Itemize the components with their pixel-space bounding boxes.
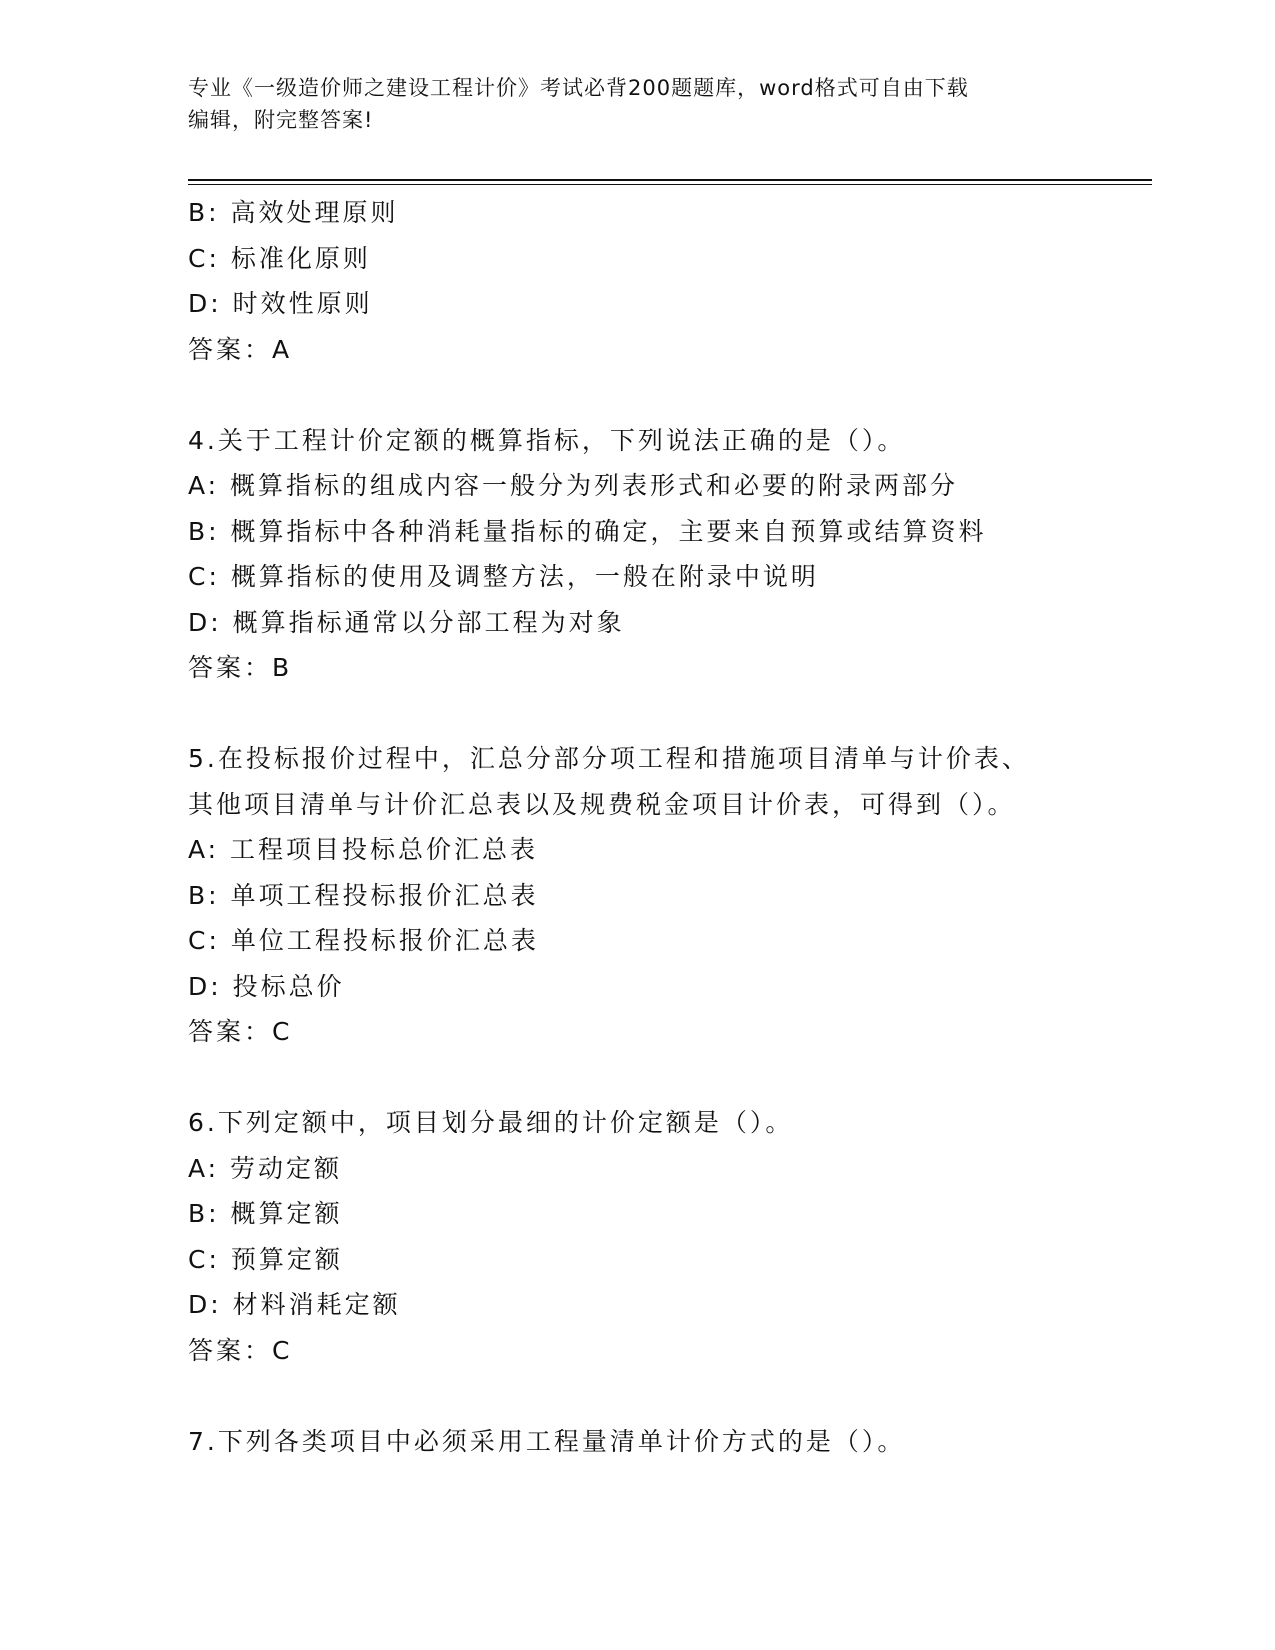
question-7 <box>188 1419 1152 1465</box>
answer: 答案：C <box>188 1335 293 1365</box>
option-d: D: 时效性原则 <box>188 289 373 318</box>
question-stem-line-1: 5.在投标报价过程中，汇总分部分项工程和措施项目清单与计价表、 <box>188 744 1030 773</box>
document-header <box>188 72 1068 136</box>
option-b: B: 概算指标中各种消耗量指标的确定，主要来自预算或结算资料 <box>188 516 987 546</box>
header-title-line-2: 编辑，附完整答案! <box>188 108 374 132</box>
answer: 答案：A <box>188 334 293 364</box>
option-d: D: 投标总价 <box>188 971 345 1001</box>
question-stem: 4.关于工程计价定额的概算指标，下列说法正确的是（）。 <box>188 425 906 455</box>
question-3 <box>188 190 1152 372</box>
option-b: B: 概算定额 <box>188 1199 343 1228</box>
option-d: D: 材料消耗定额 <box>188 1290 401 1319</box>
header-rule-thin <box>188 184 1152 185</box>
option-a: A: 概算指标的组成内容一般分为列表形式和必要的附录两部分 <box>188 471 959 500</box>
option-c: C: 标准化原则 <box>188 243 371 273</box>
option-d: D: 概算指标通常以分部工程为对象 <box>188 607 625 637</box>
option-c: C: 预算定额 <box>188 1244 343 1274</box>
answer: 答案：C <box>188 1017 293 1046</box>
question-6 <box>188 1100 1152 1373</box>
question-list <box>188 190 1152 1464</box>
option-a: A: 劳动定额 <box>188 1153 343 1183</box>
question-5 <box>188 736 1152 1055</box>
question-stem: 7.下列各类项目中必须采用工程量清单计价方式的是（）。 <box>188 1426 906 1456</box>
question-4 <box>188 418 1152 691</box>
question-stem-line-2: 其他项目清单与计价汇总表以及规费税金项目计价表，可得到（）。 <box>188 789 1016 819</box>
option-c: C: 单位工程投标报价汇总表 <box>188 926 539 955</box>
header-title-line-1: 专业《一级造价师之建设工程计价》考试必背200题题库，word格式可自由下载 <box>188 76 969 100</box>
header-rule-thick <box>188 179 1152 181</box>
answer: 答案：B <box>188 653 293 682</box>
question-stem: 6.下列定额中，项目划分最细的计价定额是（）。 <box>188 1108 794 1137</box>
option-c: C: 概算指标的使用及调整方法，一般在附录中说明 <box>188 562 819 591</box>
option-a: A: 工程项目投标总价汇总表 <box>188 835 539 864</box>
option-b: B: 高效处理原则 <box>188 198 399 227</box>
option-b: B: 单项工程投标报价汇总表 <box>188 880 539 910</box>
